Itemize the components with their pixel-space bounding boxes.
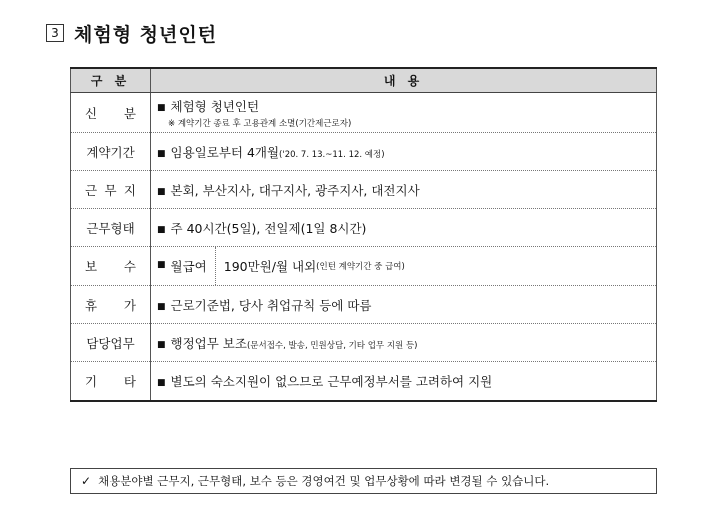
- table-row: [71, 93, 657, 133]
- row-content: [151, 362, 657, 401]
- pay-type: ■ 월급여: [151, 247, 216, 285]
- table-row: [71, 286, 657, 324]
- row-label: 근 무 지: [71, 171, 151, 209]
- table-row: [71, 247, 657, 286]
- row-label: 근무형태: [71, 209, 151, 247]
- row-text: 임용일로부터 4개월: [170, 144, 280, 160]
- bullet-icon: ■: [157, 260, 166, 270]
- row-text: 근로기준법, 당사 취업규칙 등에 따름: [170, 297, 372, 313]
- section-title: 체험형 청년인턴: [74, 23, 218, 46]
- row-text: 주 40시간(5일), 전일제(1일 8시간): [170, 220, 367, 236]
- table-row: [71, 133, 657, 171]
- table-row: [71, 324, 657, 362]
- bullet-icon: ■: [157, 148, 166, 159]
- row-text: 행정업무 보조: [170, 335, 247, 351]
- section-heading: [46, 20, 217, 46]
- pay-amount: 190만원/월 내외 (인턴 계약기간 중 급여): [223, 259, 405, 274]
- row-small: ('20. 7. 13.~11. 12. 예정): [279, 149, 385, 160]
- check-icon: ✓: [81, 474, 92, 488]
- row-label: 보 수: [71, 247, 151, 286]
- table-row: [71, 362, 657, 401]
- section-number: 3: [46, 24, 64, 42]
- row-content: [151, 133, 657, 171]
- header-category: 구 분: [71, 68, 151, 93]
- row-small: (문서접수, 발송, 민원상담, 기타 업무 지원 등): [246, 340, 418, 351]
- row-content: [151, 286, 657, 324]
- table-row: [71, 171, 657, 209]
- bullet-icon: ■: [157, 301, 166, 312]
- bullet-icon: ■: [157, 186, 166, 197]
- notice-box: [70, 468, 657, 494]
- bullet-icon: ■: [157, 339, 166, 350]
- header-content: 내 용: [151, 68, 657, 93]
- row-text: 별도의 숙소지원이 없으므로 근무예정부서를 고려하여 지원: [170, 373, 493, 389]
- row-label: 신 분: [71, 93, 151, 133]
- pay-cells: [151, 247, 650, 285]
- row-label: 기 타: [71, 362, 151, 401]
- table-header-row: [71, 68, 657, 93]
- bullet-icon: ■: [157, 377, 166, 388]
- bullet-icon: ■: [157, 224, 166, 235]
- row-label: 휴 가: [71, 286, 151, 324]
- row-label: 담당업무: [71, 324, 151, 362]
- row-subnote: ※ 계약기간 종료 후 고용관계 소멸(기간제근로자): [168, 118, 352, 129]
- row-content: [151, 324, 657, 362]
- row-text: 본회, 부산지사, 대구지사, 광주지사, 대전지사: [170, 182, 420, 198]
- row-content: [151, 171, 657, 209]
- row-text: 체험형 청년인턴: [170, 98, 260, 114]
- bullet-icon: ■: [157, 102, 166, 113]
- info-table: [70, 67, 657, 402]
- row-content: [151, 247, 657, 286]
- row-content: [151, 93, 657, 133]
- table-row: [71, 209, 657, 247]
- notice-text: 채용분야별 근무지, 근무형태, 보수 등은 경영여건 및 업무상황에 따라 변경될 수 있습니다.: [98, 474, 550, 488]
- row-content: [151, 209, 657, 247]
- row-label: 계약기간: [71, 133, 151, 171]
